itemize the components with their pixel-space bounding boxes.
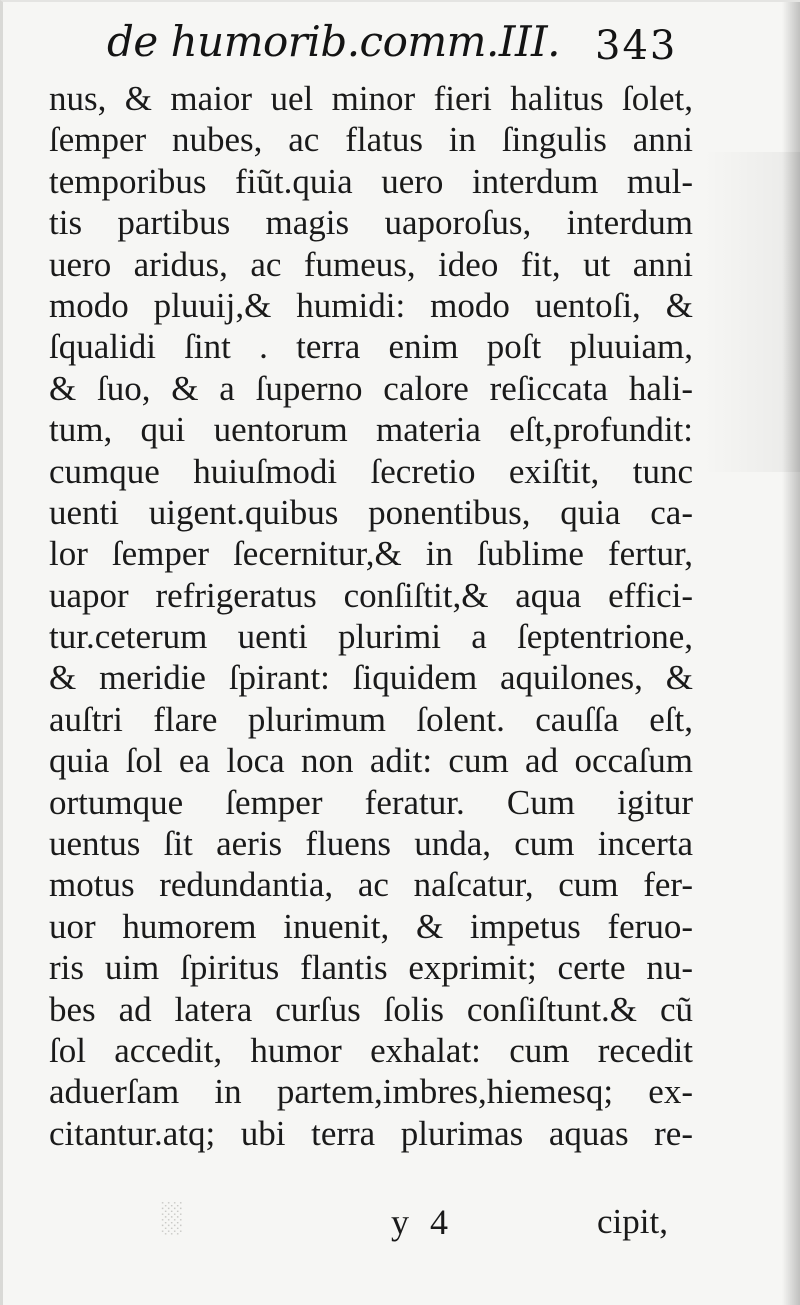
text-line: uapor refrigeratus conſiſtit,& aqua effici-: [49, 575, 693, 615]
text-line: bes ad latera curſus ſolis conſiſtunt.& cũ: [49, 989, 693, 1029]
text-line: ris uim ſpiritus flantis exprimit; certe nu-: [49, 948, 693, 988]
text-line: uor humorem inuenit, & impetus feruo-: [49, 906, 693, 946]
text-line: uentus ſit aeris fluens unda, cum incerta: [49, 824, 693, 864]
text-line: nus, & maior uel minor fieri halitus ſolet,: [49, 79, 693, 118]
text-line: tum, qui uentorum materia eſt,profundit:: [49, 410, 693, 450]
text-line: lor ſemper ſecernitur,& in ſublime fertur,: [49, 534, 693, 574]
text-line: modo pluuij,& humidi: modo uentoſi, &: [49, 285, 693, 325]
text-line: ſemper nubes, ac flatus in ſingulis anni: [49, 120, 693, 160]
text-line: uenti uigent.quibus ponentibus, quia ca-: [49, 492, 693, 532]
text-line: tis partibus magis uaporoſus, interdum: [49, 203, 693, 243]
text-line: ortumque ſemper feratur. Cum igitur: [49, 782, 693, 822]
text-line: ſqualidi ſint . terra enim poſt pluuiam,: [49, 327, 693, 367]
text-line: aduerſam in partem,imbres,hiemesq; ex-: [49, 1072, 693, 1112]
text-line: citantur.atq; ubi terra plurimas aquas re-: [49, 1113, 693, 1153]
show-through-shading: [703, 152, 800, 472]
page-number: 343: [595, 23, 678, 69]
running-title: de humorib.comm.III.: [107, 17, 560, 66]
catchword: cipit,: [597, 1202, 668, 1241]
text-line: temporibus fiũt.quia uero interdum mul-: [49, 161, 693, 201]
show-through-text: ░: [161, 1201, 183, 1234]
text-line: tur.ceterum uenti plurimi a ſeptentrione,: [49, 617, 693, 657]
body-text: [49, 78, 693, 1154]
text-line: quia ſol ea loca non adit: cum ad occaſum: [49, 741, 693, 781]
text-line: uero aridus, ac fumeus, ideo fit, ut anni: [49, 244, 693, 284]
text-line: motus redundantia, ac naſcatur, cum fer-: [49, 865, 693, 905]
text-line: ſol accedit, humor exhalat: cum recedit: [49, 1030, 693, 1070]
text-line: cumque huiuſmodi ſecretio exiſtit, tunc: [49, 451, 693, 491]
text-line: & meridie ſpirant: ſiquidem aquilones, &: [49, 658, 693, 698]
text-line: auſtri flare plurimum ſolent. cauſſa eſt,: [49, 699, 693, 739]
signature-mark: y 4: [391, 1202, 454, 1242]
text-line: & ſuo, & a ſuperno calore reſiccata hali-: [49, 368, 693, 408]
